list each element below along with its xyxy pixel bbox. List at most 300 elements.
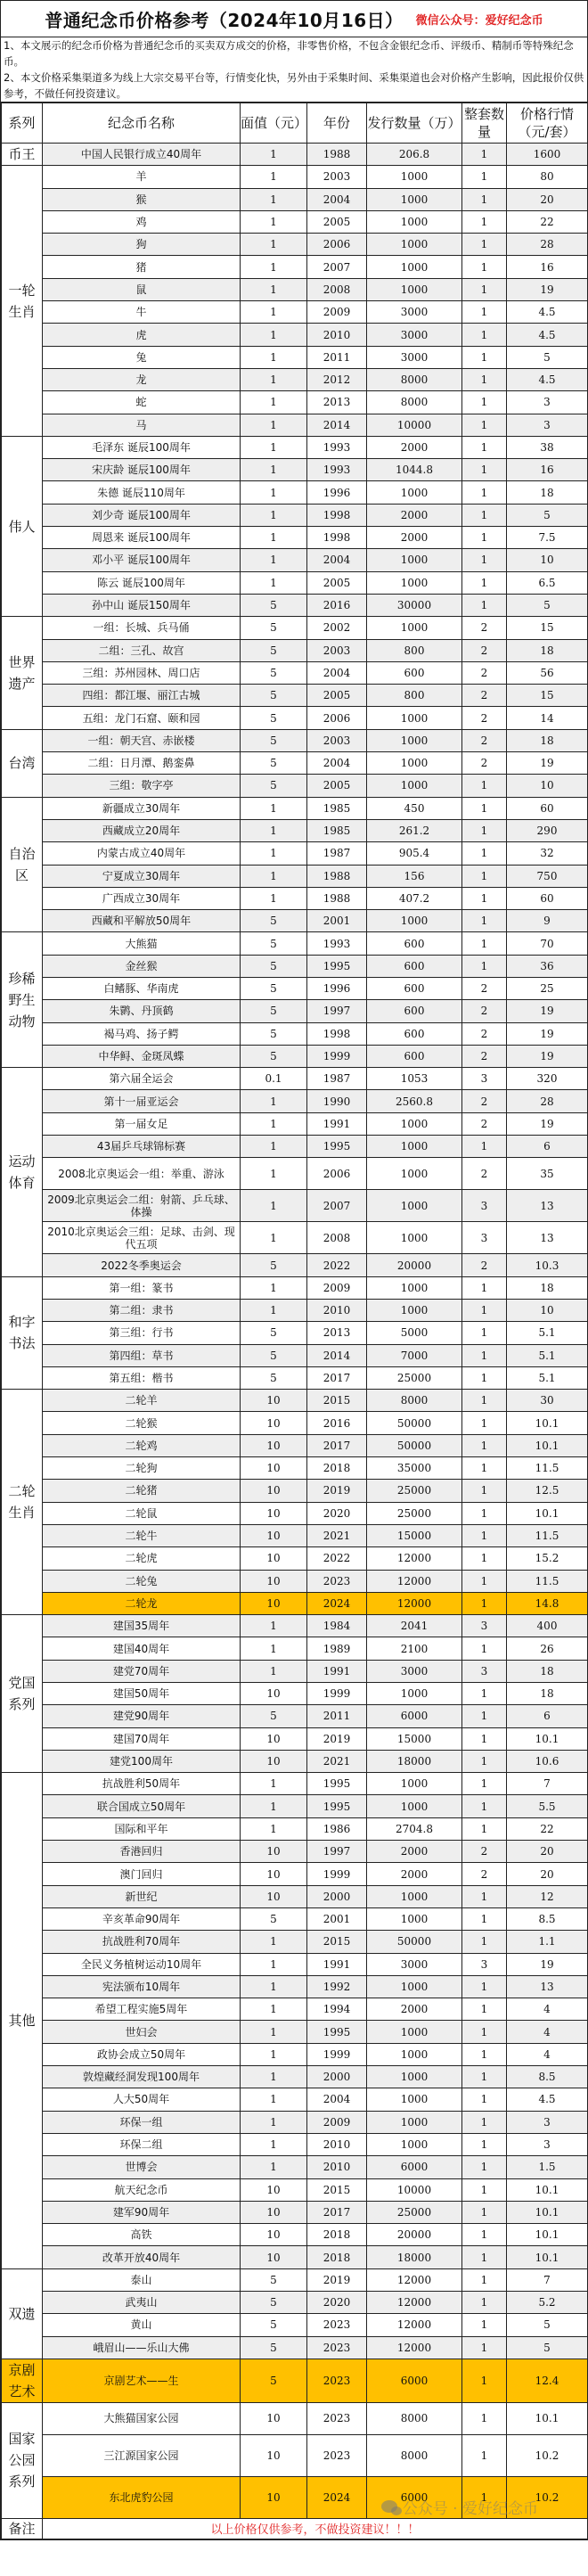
cell-price: 7 (507, 1773, 588, 1795)
cell-name: 二组：三孔、故宫 (43, 639, 241, 661)
cell-name: 京剧艺术——生 (43, 2359, 241, 2402)
cell-set: 1 (462, 1434, 507, 1456)
cell-issue: 1000 (367, 910, 462, 932)
cell-set: 1 (462, 210, 507, 233)
cell-face: 10 (241, 1863, 307, 1885)
cell-price: 11.5 (507, 1570, 588, 1592)
table-row (2, 527, 588, 549)
cell-face: 10 (241, 2434, 307, 2476)
cell-set: 1 (462, 1366, 507, 1389)
title-bar (1, 1, 587, 37)
table-row (2, 2043, 588, 2065)
cell-set: 1 (462, 1817, 507, 1840)
table-row (2, 2021, 588, 2043)
table-row (2, 1547, 588, 1570)
cell-set: 2 (462, 1863, 507, 1885)
cell-name: 马 (43, 414, 241, 436)
cell-set: 1 (462, 1524, 507, 1546)
cell-price: 750 (507, 865, 588, 887)
series-label: 台湾 (2, 729, 43, 797)
cell-year: 2017 (307, 1434, 367, 1456)
table-row (2, 819, 588, 841)
cell-name: 二组：日月潭、鹅銮鼻 (43, 752, 241, 775)
cell-issue: 25000 (367, 2201, 462, 2223)
cell-price: 60 (507, 887, 588, 909)
cell-set: 1 (462, 910, 507, 932)
cell-set: 1 (462, 2111, 507, 2133)
cell-set: 1 (462, 775, 507, 797)
remark-label: 备注 (2, 2518, 43, 2539)
cell-year: 2006 (307, 707, 367, 729)
cell-set: 1 (462, 2359, 507, 2402)
cell-set: 1 (462, 1592, 507, 1614)
cell-price: 12 (507, 1885, 588, 1907)
series-label: 和字书法 (2, 1276, 43, 1389)
cell-issue: 1000 (367, 2021, 462, 2043)
cell-name: 改革开放40周年 (43, 2246, 241, 2268)
table-row (2, 2178, 588, 2201)
cell-face: 10 (241, 1502, 307, 1524)
cell-face: 1 (241, 1975, 307, 1998)
series-label: 珍稀野生动物 (2, 932, 43, 1068)
cell-issue: 10000 (367, 2178, 462, 2201)
header-price: 价格行情（元/套） (507, 103, 588, 144)
series-label: 党国系列 (2, 1615, 43, 1773)
cell-issue: 156 (367, 865, 462, 887)
cell-set: 1 (462, 1547, 507, 1570)
cell-issue: 2100 (367, 1637, 462, 1660)
cell-set: 2 (462, 729, 507, 751)
cell-face: 5 (241, 1705, 307, 1727)
cell-year: 1993 (307, 436, 367, 458)
cell-name: 蛇 (43, 391, 241, 414)
cell-year: 2005 (307, 775, 367, 797)
cell-issue: 2000 (367, 1863, 462, 1885)
cell-year: 1985 (307, 797, 367, 819)
cell-face: 10 (241, 2402, 307, 2434)
cell-year: 2003 (307, 639, 367, 661)
cell-issue: 1000 (367, 188, 462, 210)
table-row (2, 1502, 588, 1524)
cell-name: 香港回归 (43, 1841, 241, 1863)
cell-set: 2 (462, 1022, 507, 1045)
cell-face: 5 (241, 707, 307, 729)
table-row (2, 639, 588, 661)
cell-name: 褐马鸡、扬子鳄 (43, 1022, 241, 1045)
cell-name: 第一组：篆书 (43, 1276, 241, 1299)
cell-face: 1 (241, 819, 307, 841)
table-row (2, 2336, 588, 2359)
cell-price: 4 (507, 2021, 588, 2043)
cell-price: 13 (507, 1975, 588, 1998)
cell-issue: 6000 (367, 2156, 462, 2178)
cell-year: 2018 (307, 2224, 367, 2246)
cell-name: 第十一届亚运会 (43, 1090, 241, 1112)
cell-set: 1 (462, 459, 507, 481)
cell-price: 19 (507, 1022, 588, 1045)
cell-price: 10.2 (507, 2434, 588, 2476)
cell-name: 牛 (43, 301, 241, 324)
cell-price: 14.8 (507, 1592, 588, 1614)
cell-face: 1 (241, 301, 307, 324)
cell-issue: 3000 (367, 346, 462, 368)
cell-price: 19 (507, 752, 588, 775)
cell-set: 1 (462, 2156, 507, 2178)
cell-set: 1 (462, 301, 507, 324)
cell-face: 5 (241, 1045, 307, 1067)
cell-face: 10 (241, 1524, 307, 1546)
table-row (2, 301, 588, 324)
cell-face: 1 (241, 1190, 307, 1222)
cell-issue: 7000 (367, 1344, 462, 1366)
cell-price: 22 (507, 210, 588, 233)
cell-price: 7.5 (507, 527, 588, 549)
cell-price: 5.2 (507, 2292, 588, 2314)
cell-issue: 1000 (367, 2111, 462, 2133)
cell-issue: 600 (367, 1045, 462, 1067)
cell-year: 2008 (307, 1222, 367, 1254)
cell-price: 400 (507, 1615, 588, 1637)
cell-issue: 18000 (367, 1750, 462, 1772)
table-row (2, 1727, 588, 1750)
table-row (2, 2314, 588, 2336)
cell-set: 1 (462, 1885, 507, 1907)
cell-issue: 12000 (367, 1592, 462, 1614)
cell-price: 15 (507, 617, 588, 639)
cell-issue: 15000 (367, 1524, 462, 1546)
cell-name: 全民义务植树运动10周年 (43, 1953, 241, 1975)
cell-year: 2024 (307, 2476, 367, 2518)
cell-name: 邓小平 诞辰100周年 (43, 549, 241, 571)
table-row (2, 685, 588, 707)
cell-year: 2006 (307, 1158, 367, 1190)
notes (1, 37, 587, 103)
cell-year: 2023 (307, 2402, 367, 2434)
table-row (2, 1322, 588, 1344)
cell-face: 1 (241, 256, 307, 278)
table-row (2, 391, 588, 414)
cell-price: 4 (507, 1998, 588, 2021)
cell-face: 1 (241, 865, 307, 887)
cell-set: 1 (462, 1705, 507, 1727)
cell-set: 2 (462, 1112, 507, 1135)
cell-year: 1986 (307, 1817, 367, 1840)
cell-issue: 1000 (367, 256, 462, 278)
cell-set: 1 (462, 2021, 507, 2043)
cell-year: 1988 (307, 144, 367, 166)
cell-face: 1 (241, 324, 307, 346)
remark-row (2, 2518, 588, 2539)
cell-name: 辛亥革命90周年 (43, 1907, 241, 1930)
cell-set: 1 (462, 2314, 507, 2336)
cell-price: 10.6 (507, 1750, 588, 1772)
cell-face: 1 (241, 2111, 307, 2133)
cell-name: 第六届全运会 (43, 1068, 241, 1090)
table-row (2, 2476, 588, 2518)
cell-price: 12.5 (507, 1480, 588, 1502)
cell-issue: 1000 (367, 2066, 462, 2088)
cell-year: 1991 (307, 1112, 367, 1135)
cell-name: 二轮虎 (43, 1547, 241, 1570)
cell-issue: 800 (367, 639, 462, 661)
cell-price: 5.5 (507, 1795, 588, 1817)
cell-year: 2007 (307, 1190, 367, 1222)
series-label: 双遗 (2, 2268, 43, 2359)
cell-issue: 1000 (367, 1885, 462, 1907)
cell-year: 1991 (307, 1660, 367, 1682)
cell-face: 10 (241, 2178, 307, 2201)
cell-price: 5.1 (507, 1344, 588, 1366)
cell-price: 10.2 (507, 2476, 588, 2518)
cell-issue: 12000 (367, 1570, 462, 1592)
table-row (2, 1637, 588, 1660)
cell-issue: 1000 (367, 2088, 462, 2111)
cell-face: 1 (241, 1660, 307, 1682)
cell-set: 1 (462, 1683, 507, 1705)
cell-issue: 8000 (367, 1390, 462, 1412)
wechat-account: 微信公众号：爱好纪念币 (415, 13, 543, 28)
cell-year: 2015 (307, 2178, 367, 2201)
cell-year: 2014 (307, 1344, 367, 1366)
cell-price: 16 (507, 459, 588, 481)
cell-face: 1 (241, 166, 307, 188)
cell-set: 3 (462, 1068, 507, 1090)
cell-face: 5 (241, 955, 307, 977)
cell-price: 10.1 (507, 2246, 588, 2268)
page-title: 普通纪念币价格参考（2024年10月16日） (45, 9, 404, 31)
cell-face: 1 (241, 2066, 307, 2088)
cell-name: 二轮兔 (43, 1570, 241, 1592)
cell-issue: 3000 (367, 1660, 462, 1682)
cell-issue: 2000 (367, 436, 462, 458)
cell-face: 10 (241, 2201, 307, 2223)
cell-year: 2000 (307, 1885, 367, 1907)
cell-set: 3 (462, 1615, 507, 1637)
cell-issue: 905.4 (367, 842, 462, 865)
cell-price: 15 (507, 685, 588, 707)
cell-set: 1 (462, 1390, 507, 1412)
cell-name: 抗战胜利50周年 (43, 1773, 241, 1795)
cell-face: 1 (241, 1615, 307, 1637)
cell-set: 1 (462, 188, 507, 210)
cell-year: 1995 (307, 955, 367, 977)
cell-year: 2018 (307, 2246, 367, 2268)
cell-issue: 1000 (367, 234, 462, 256)
cell-name: 朱鹮、丹顶鹤 (43, 1000, 241, 1022)
table-row (2, 910, 588, 932)
table-row (2, 775, 588, 797)
cell-name: 孙中山 诞辰150周年 (43, 594, 241, 616)
cell-name: 二轮羊 (43, 1390, 241, 1412)
note-1: 1、本文展示的纪念币价格为普通纪念币的买卖双方成交的价格，非零售价格，不包含金银纪念币、评级币、精制币等特殊纪念币。 (4, 39, 574, 68)
cell-name: 新疆成立30周年 (43, 797, 241, 819)
cell-set: 2 (462, 1045, 507, 1067)
cell-face: 5 (241, 661, 307, 684)
cell-name: 二轮猴 (43, 1412, 241, 1434)
cell-year: 2001 (307, 1907, 367, 1930)
cell-price: 1.5 (507, 2156, 588, 2178)
cell-face: 5 (241, 2314, 307, 2336)
table-row (2, 1136, 588, 1158)
table-row (2, 594, 588, 616)
cell-name: 2008北京奥运会一组：举重、游泳 (43, 1158, 241, 1190)
cell-face: 5 (241, 1022, 307, 1045)
table-row (2, 1000, 588, 1022)
cell-set: 3 (462, 1190, 507, 1222)
cell-name: 建党70周年 (43, 1660, 241, 1682)
cell-name: 大熊猫国家公园 (43, 2402, 241, 2434)
cell-price: 10.1 (507, 2402, 588, 2434)
header-issue: 发行数量（万） (367, 103, 462, 144)
table-row (2, 932, 588, 955)
table-row (2, 188, 588, 210)
cell-set: 1 (462, 234, 507, 256)
cell-price: 20 (507, 1841, 588, 1863)
cell-year: 2023 (307, 2434, 367, 2476)
cell-face: 10 (241, 1434, 307, 1456)
table-row (2, 346, 588, 368)
cell-year: 1984 (307, 1615, 367, 1637)
cell-name: 第二组：隶书 (43, 1299, 241, 1321)
cell-face: 10 (241, 1480, 307, 1502)
cell-set: 1 (462, 1637, 507, 1660)
cell-issue: 600 (367, 661, 462, 684)
price-table (1, 103, 588, 2539)
cell-face: 1 (241, 2088, 307, 2111)
cell-issue: 8000 (367, 2402, 462, 2434)
cell-set: 1 (462, 1322, 507, 1344)
cell-price: 56 (507, 661, 588, 684)
cell-face: 10 (241, 2476, 307, 2518)
table-row (2, 955, 588, 977)
cell-set: 1 (462, 166, 507, 188)
cell-set: 2 (462, 1841, 507, 1863)
cell-set: 1 (462, 368, 507, 390)
cell-price: 19 (507, 1000, 588, 1022)
cell-set: 2 (462, 617, 507, 639)
cell-face: 1 (241, 571, 307, 594)
cell-name: 内蒙古成立40周年 (43, 842, 241, 865)
cell-name: 抗战胜利70周年 (43, 1931, 241, 1953)
cell-face: 1 (241, 504, 307, 526)
cell-issue: 2560.8 (367, 1090, 462, 1112)
cell-name: 三江源国家公园 (43, 2434, 241, 2476)
cell-face: 1 (241, 1637, 307, 1660)
cell-year: 1997 (307, 1841, 367, 1863)
cell-face: 1 (241, 1299, 307, 1321)
cell-issue: 15000 (367, 1727, 462, 1750)
cell-year: 1987 (307, 1068, 367, 1090)
table-row (2, 1068, 588, 1090)
cell-year: 2000 (307, 2066, 367, 2088)
cell-set: 1 (462, 797, 507, 819)
cell-face: 1 (241, 887, 307, 909)
table-row (2, 1660, 588, 1682)
cell-year: 2009 (307, 1276, 367, 1299)
cell-price: 20 (507, 188, 588, 210)
cell-face: 5 (241, 1254, 307, 1276)
cell-year: 1993 (307, 459, 367, 481)
cell-name: 第一届女足 (43, 1112, 241, 1135)
table-row (2, 1276, 588, 1299)
cell-issue: 8000 (367, 391, 462, 414)
cell-year: 2018 (307, 1457, 367, 1480)
cell-year: 1997 (307, 1000, 367, 1022)
cell-year: 2019 (307, 1727, 367, 1750)
cell-set: 1 (462, 481, 507, 504)
cell-price: 4.5 (507, 368, 588, 390)
table-row (2, 2268, 588, 2291)
cell-face: 5 (241, 1344, 307, 1366)
cell-name: 峨眉山——乐山大佛 (43, 2336, 241, 2359)
cell-year: 2021 (307, 1524, 367, 1546)
table-row (2, 2224, 588, 2246)
cell-name: 敦煌藏经洞发现100周年 (43, 2066, 241, 2088)
table-row (2, 324, 588, 346)
cell-issue: 1000 (367, 1158, 462, 1190)
cell-price: 5 (507, 346, 588, 368)
table-row (2, 1390, 588, 1412)
cell-face: 10 (241, 2224, 307, 2246)
cell-face: 1 (241, 481, 307, 504)
cell-price: 10.1 (507, 2201, 588, 2223)
cell-set: 1 (462, 1276, 507, 1299)
cell-face: 10 (241, 2246, 307, 2268)
cell-set: 1 (462, 932, 507, 955)
cell-face: 5 (241, 2268, 307, 2291)
cell-issue: 1000 (367, 549, 462, 571)
cell-price: 18 (507, 481, 588, 504)
table-row (2, 1045, 588, 1067)
cell-issue: 1000 (367, 775, 462, 797)
cell-face: 10 (241, 1457, 307, 1480)
cell-issue: 1000 (367, 707, 462, 729)
cell-name: 龙 (43, 368, 241, 390)
cell-price: 10.1 (507, 1412, 588, 1434)
cell-name: 四组：都江堰、丽江古城 (43, 685, 241, 707)
cell-set: 1 (462, 504, 507, 526)
cell-face: 1 (241, 1953, 307, 1975)
cell-year: 1998 (307, 527, 367, 549)
cell-price: 10 (507, 549, 588, 571)
cell-name: 建国70周年 (43, 1727, 241, 1750)
cell-year: 1996 (307, 977, 367, 999)
series-label: 币王 (2, 144, 43, 166)
cell-issue: 1000 (367, 1299, 462, 1321)
cell-issue: 1000 (367, 2133, 462, 2155)
cell-face: 1 (241, 436, 307, 458)
table-row (2, 1975, 588, 1998)
series-label: 世界遗产 (2, 617, 43, 729)
cell-issue: 1000 (367, 166, 462, 188)
cell-price: 18 (507, 1683, 588, 1705)
cell-set: 3 (462, 1953, 507, 1975)
cell-set: 1 (462, 1412, 507, 1434)
cell-face: 5 (241, 1000, 307, 1022)
cell-year: 2011 (307, 1705, 367, 1727)
cell-price: 13 (507, 1222, 588, 1254)
cell-name: 2022冬季奥运会 (43, 1254, 241, 1276)
cell-year: 2011 (307, 346, 367, 368)
cell-set: 1 (462, 2402, 507, 2434)
cell-face: 1 (241, 1090, 307, 1112)
cell-face: 1 (241, 527, 307, 549)
cell-name: 世妇会 (43, 2021, 241, 2043)
cell-face: 5 (241, 1907, 307, 1930)
table-row (2, 2088, 588, 2111)
cell-set: 1 (462, 2336, 507, 2359)
series-label: 自治区 (2, 797, 43, 932)
